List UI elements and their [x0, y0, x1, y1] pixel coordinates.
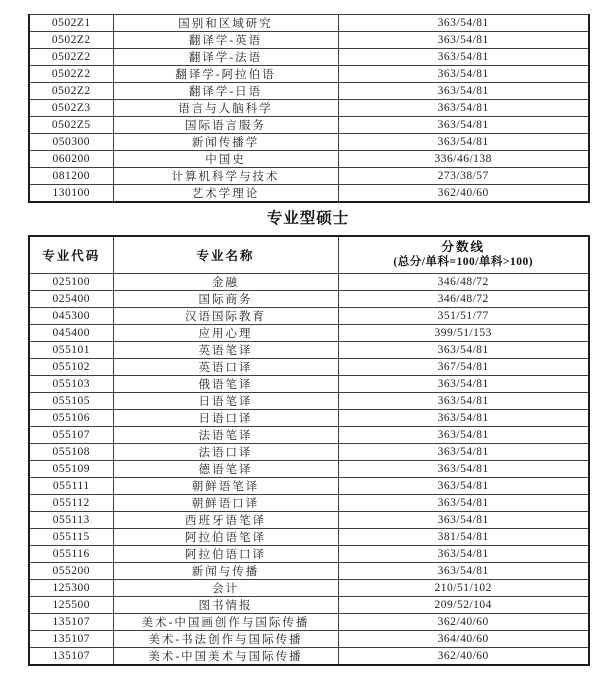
table-row	[29, 32, 589, 49]
cell-name: 应用心理	[113, 325, 338, 342]
cell-name: 翻译学-日语	[113, 83, 338, 100]
table-row	[29, 342, 589, 359]
table-row	[29, 117, 589, 134]
cell-code: 0502Z3	[29, 100, 113, 117]
cell-name: 翻译学-法语	[113, 49, 338, 66]
table-row	[29, 376, 589, 393]
table-row	[29, 274, 589, 291]
cell-code: 055102	[29, 359, 113, 376]
cell-score: 363/54/81	[338, 410, 589, 427]
cell-name: 语言与人脑科学	[113, 100, 338, 117]
cell-name: 法语口译	[113, 444, 338, 461]
cell-name: 朝鲜语笔译	[113, 478, 338, 495]
cell-code: 055112	[29, 495, 113, 512]
cell-code: 025100	[29, 274, 113, 291]
cell-score: 363/54/81	[338, 49, 589, 66]
column-header-score-line-subtitle: (总分/单科=100/单科>100)	[393, 256, 534, 268]
cell-score: 399/51/153	[338, 325, 589, 342]
cell-code: 0502Z2	[29, 32, 113, 49]
table-row	[29, 308, 589, 325]
cell-score: 363/54/81	[338, 512, 589, 529]
cell-name: 俄语笔译	[113, 376, 338, 393]
table-row	[29, 151, 589, 168]
column-header-major-code: 专业代码	[29, 236, 113, 274]
cell-score: 363/54/81	[338, 546, 589, 563]
cell-code: 045400	[29, 325, 113, 342]
professional-masters-table-body	[29, 274, 589, 666]
cell-name: 新闻传播学	[113, 134, 338, 151]
cell-name: 中国史	[113, 151, 338, 168]
cell-score: 363/54/81	[338, 495, 589, 512]
table-row	[29, 83, 589, 100]
cell-code: 055107	[29, 427, 113, 444]
cell-code: 045300	[29, 308, 113, 325]
table-row	[29, 478, 589, 495]
cell-name: 艺术学理论	[113, 185, 338, 203]
table-row	[29, 291, 589, 308]
cell-name: 新闻与传播	[113, 563, 338, 580]
table-row	[29, 631, 589, 648]
cell-code: 055115	[29, 529, 113, 546]
cell-name: 会计	[113, 580, 338, 597]
cell-code: 0502Z2	[29, 83, 113, 100]
cell-score: 363/54/81	[338, 100, 589, 117]
cell-score: 367/54/81	[338, 359, 589, 376]
cell-score: 363/54/81	[338, 427, 589, 444]
column-header-score-line	[338, 236, 589, 274]
cell-code: 055106	[29, 410, 113, 427]
cell-score: 363/54/81	[338, 32, 589, 49]
cell-name: 图书情报	[113, 597, 338, 614]
cell-code: 055109	[29, 461, 113, 478]
cell-code: 055103	[29, 376, 113, 393]
table-row	[29, 359, 589, 376]
cell-code: 060200	[29, 151, 113, 168]
professional-masters-table-head	[29, 236, 589, 274]
table-row	[29, 185, 589, 203]
table-row	[29, 168, 589, 185]
cell-name: 英语笔译	[113, 342, 338, 359]
cell-score: 362/40/60	[338, 185, 589, 203]
cell-score: 346/48/72	[338, 274, 589, 291]
column-header-major-name: 专业名称	[113, 236, 338, 274]
cell-name: 翻译学-阿拉伯语	[113, 66, 338, 83]
table-row	[29, 325, 589, 342]
cell-score: 362/40/60	[338, 648, 589, 666]
section-title-professional-masters: 专业型硕士	[266, 210, 350, 227]
cell-code: 055101	[29, 342, 113, 359]
table-row	[29, 512, 589, 529]
cell-score: 381/54/81	[338, 529, 589, 546]
cell-score: 363/54/81	[338, 461, 589, 478]
cell-score: 363/54/81	[338, 66, 589, 83]
table-row	[29, 410, 589, 427]
cell-score: 363/54/81	[338, 376, 589, 393]
cell-code: 081200	[29, 168, 113, 185]
cell-name: 法语笔译	[113, 427, 338, 444]
cell-code: 0502Z2	[29, 66, 113, 83]
table-row	[29, 529, 589, 546]
table-row	[29, 393, 589, 410]
cell-name: 翻译学-英语	[113, 32, 338, 49]
cell-score: 336/46/138	[338, 151, 589, 168]
cell-score: 362/40/60	[338, 614, 589, 631]
cell-name: 金融	[113, 274, 338, 291]
table-row	[29, 66, 589, 83]
cell-score: 363/54/81	[338, 15, 589, 32]
cell-code: 125300	[29, 580, 113, 597]
table-row	[29, 100, 589, 117]
table-row	[29, 49, 589, 66]
cell-code: 055108	[29, 444, 113, 461]
table-row	[29, 546, 589, 563]
cell-name: 英语口译	[113, 359, 338, 376]
cell-name: 阿拉伯语口译	[113, 546, 338, 563]
cell-name: 美术-中国美术与国际传播	[113, 648, 338, 666]
cell-name: 日语笔译	[113, 393, 338, 410]
cell-name: 德语笔译	[113, 461, 338, 478]
table-row	[29, 580, 589, 597]
cell-name: 汉语国际教育	[113, 308, 338, 325]
cell-score: 363/54/81	[338, 563, 589, 580]
cell-name: 计算机科学与技术	[113, 168, 338, 185]
cell-code: 055111	[29, 478, 113, 495]
cell-code: 0502Z1	[29, 15, 113, 32]
header-row	[29, 236, 589, 274]
cell-name: 朝鲜语口译	[113, 495, 338, 512]
cell-score: 363/54/81	[338, 478, 589, 495]
cell-name: 国际商务	[113, 291, 338, 308]
cell-score: 363/54/81	[338, 83, 589, 100]
cell-score: 363/54/81	[338, 393, 589, 410]
cell-score: 209/52/104	[338, 597, 589, 614]
cell-name: 日语口译	[113, 410, 338, 427]
cell-name: 阿拉伯语笔译	[113, 529, 338, 546]
cell-code: 135107	[29, 648, 113, 666]
table-row	[29, 563, 589, 580]
table-row	[29, 134, 589, 151]
cell-score: 346/48/72	[338, 291, 589, 308]
cell-name: 国别和区域研究	[113, 15, 338, 32]
table-row	[29, 461, 589, 478]
table-row	[29, 15, 589, 32]
table-row	[29, 427, 589, 444]
cell-score: 363/54/81	[338, 117, 589, 134]
cell-code: 055113	[29, 512, 113, 529]
cell-code: 050300	[29, 134, 113, 151]
cell-score: 364/40/60	[338, 631, 589, 648]
table-row	[29, 648, 589, 666]
cell-score: 210/51/102	[338, 580, 589, 597]
cell-code: 025400	[29, 291, 113, 308]
cell-name: 国际语言服务	[113, 117, 338, 134]
table-row	[29, 495, 589, 512]
table-row	[29, 597, 589, 614]
table-row	[29, 444, 589, 461]
cell-code: 055105	[29, 393, 113, 410]
cell-code: 0502Z2	[29, 49, 113, 66]
professional-masters-score-table	[28, 235, 590, 666]
cell-name: 西班牙语笔译	[113, 512, 338, 529]
cell-score: 363/54/81	[338, 134, 589, 151]
cell-code: 135107	[29, 614, 113, 631]
table-row	[29, 614, 589, 631]
cell-code: 055116	[29, 546, 113, 563]
cell-name: 美术-中国画创作与国际传播	[113, 614, 338, 631]
cell-score: 363/54/81	[338, 444, 589, 461]
academic-masters-score-table	[28, 14, 590, 203]
cell-code: 130100	[29, 185, 113, 203]
cell-code: 135107	[29, 631, 113, 648]
cell-code: 125500	[29, 597, 113, 614]
cell-score: 363/54/81	[338, 342, 589, 359]
cell-code: 0502Z5	[29, 117, 113, 134]
cell-score: 351/51/77	[338, 308, 589, 325]
column-header-score-line-title: 分数线	[441, 240, 485, 254]
cell-name: 美术-书法创作与国际传播	[113, 631, 338, 648]
cell-score: 273/38/57	[338, 168, 589, 185]
academic-masters-table-body	[29, 15, 589, 203]
cell-code: 055200	[29, 563, 113, 580]
